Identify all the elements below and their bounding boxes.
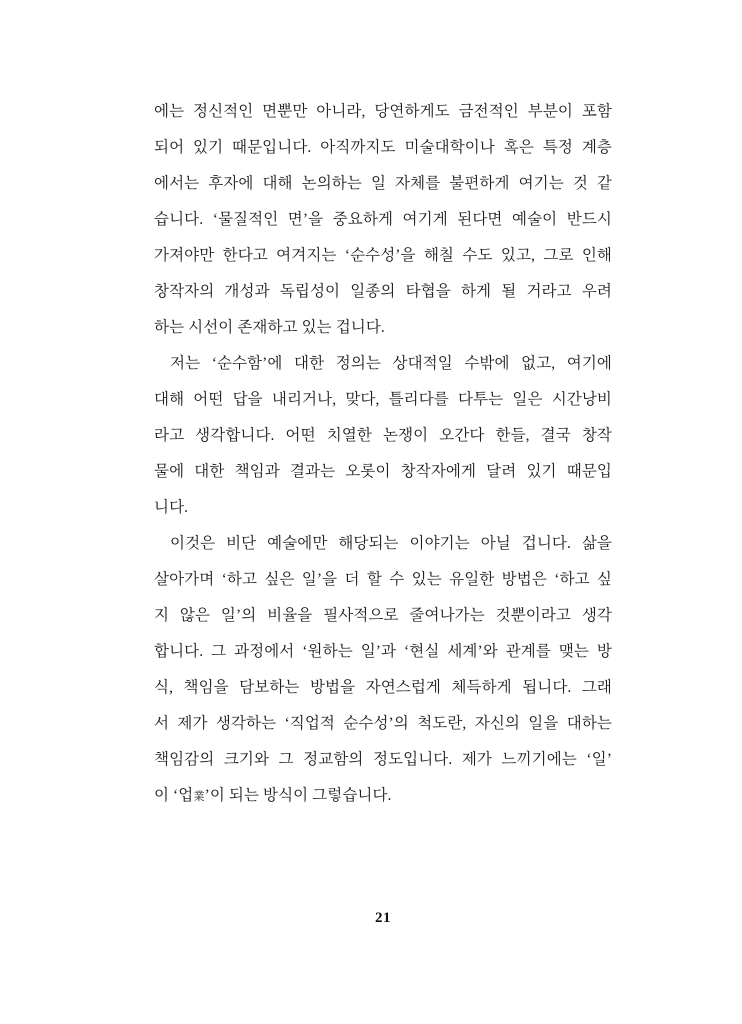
text-line: 하는 시선이 존재하고 있는 겁니다. — [154, 319, 385, 336]
paragraph — [154, 526, 612, 814]
paragraph — [154, 346, 612, 526]
text-line: 창작자의 개성과 독립성이 일종의 타협을 하게 될 거라고 우려 — [154, 283, 612, 300]
text-line: 에서는 후자에 대해 논의하는 일 자체를 불편하게 여기는 것 같 — [154, 175, 612, 192]
text-line: 습니다. ‘물질적인 면’을 중요하게 여기게 된다면 예술이 반드시 — [154, 211, 612, 228]
page-number: 21 — [375, 910, 391, 926]
text-line: 식, 책임을 담보하는 방법을 자연스럽게 체득하게 됩니다. 그래 — [154, 679, 612, 696]
body-text — [154, 94, 612, 814]
hanja-gloss: 業 — [193, 791, 205, 803]
text-line: 물에 대한 책임과 결과는 오롯이 창작자에게 달려 있기 때문입 — [154, 463, 612, 480]
text-line: 되어 있기 때문입니다. 아직까지도 미술대학이나 혹은 특정 계층 — [154, 139, 612, 156]
paragraph — [154, 94, 612, 346]
text-line: 살아가며 ‘하고 싶은 일’을 더 할 수 있는 유일한 방법은 ‘하고 싶 — [154, 571, 612, 588]
text-line: 에는 정신적인 면뿐만 아니라, 당연하게도 금전적인 부분이 포함 — [154, 103, 612, 120]
text-line: 이 ‘업業’이 되는 방식이 그렇습니다. — [154, 787, 392, 804]
text-line: 책임감의 크기와 그 정교함의 정도입니다. 제가 느끼기에는 ‘일’ — [154, 751, 612, 768]
text-line: 니다. — [154, 499, 189, 516]
text-line: 라고 생각합니다. 어떤 치열한 논쟁이 오간다 한들, 결국 창작 — [154, 427, 612, 444]
text-line: 저는 ‘순수함’에 대한 정의는 상대적일 수밖에 없고, 여기에 — [170, 355, 612, 372]
text-line: 대해 어떤 답을 내리거나, 맞다, 틀리다를 다투는 일은 시간낭비 — [154, 391, 612, 408]
text-line: 이것은 비단 예술에만 해당되는 이야기는 아닐 겁니다. 삶을 — [170, 535, 612, 552]
text-line: 지 않은 일’의 비율을 필사적으로 줄여나가는 것뿐이라고 생각 — [154, 607, 612, 624]
text-line: 합니다. 그 과정에서 ‘원하는 일’과 ‘현실 세계’와 관계를 맺는 방 — [154, 643, 612, 660]
text-line: 서 제가 생각하는 ‘직업적 순수성’의 척도란, 자신의 일을 대하는 — [154, 715, 612, 732]
text-line: 가져야만 한다고 여겨지는 ‘순수성’을 해칠 수도 있고, 그로 인해 — [154, 247, 612, 264]
